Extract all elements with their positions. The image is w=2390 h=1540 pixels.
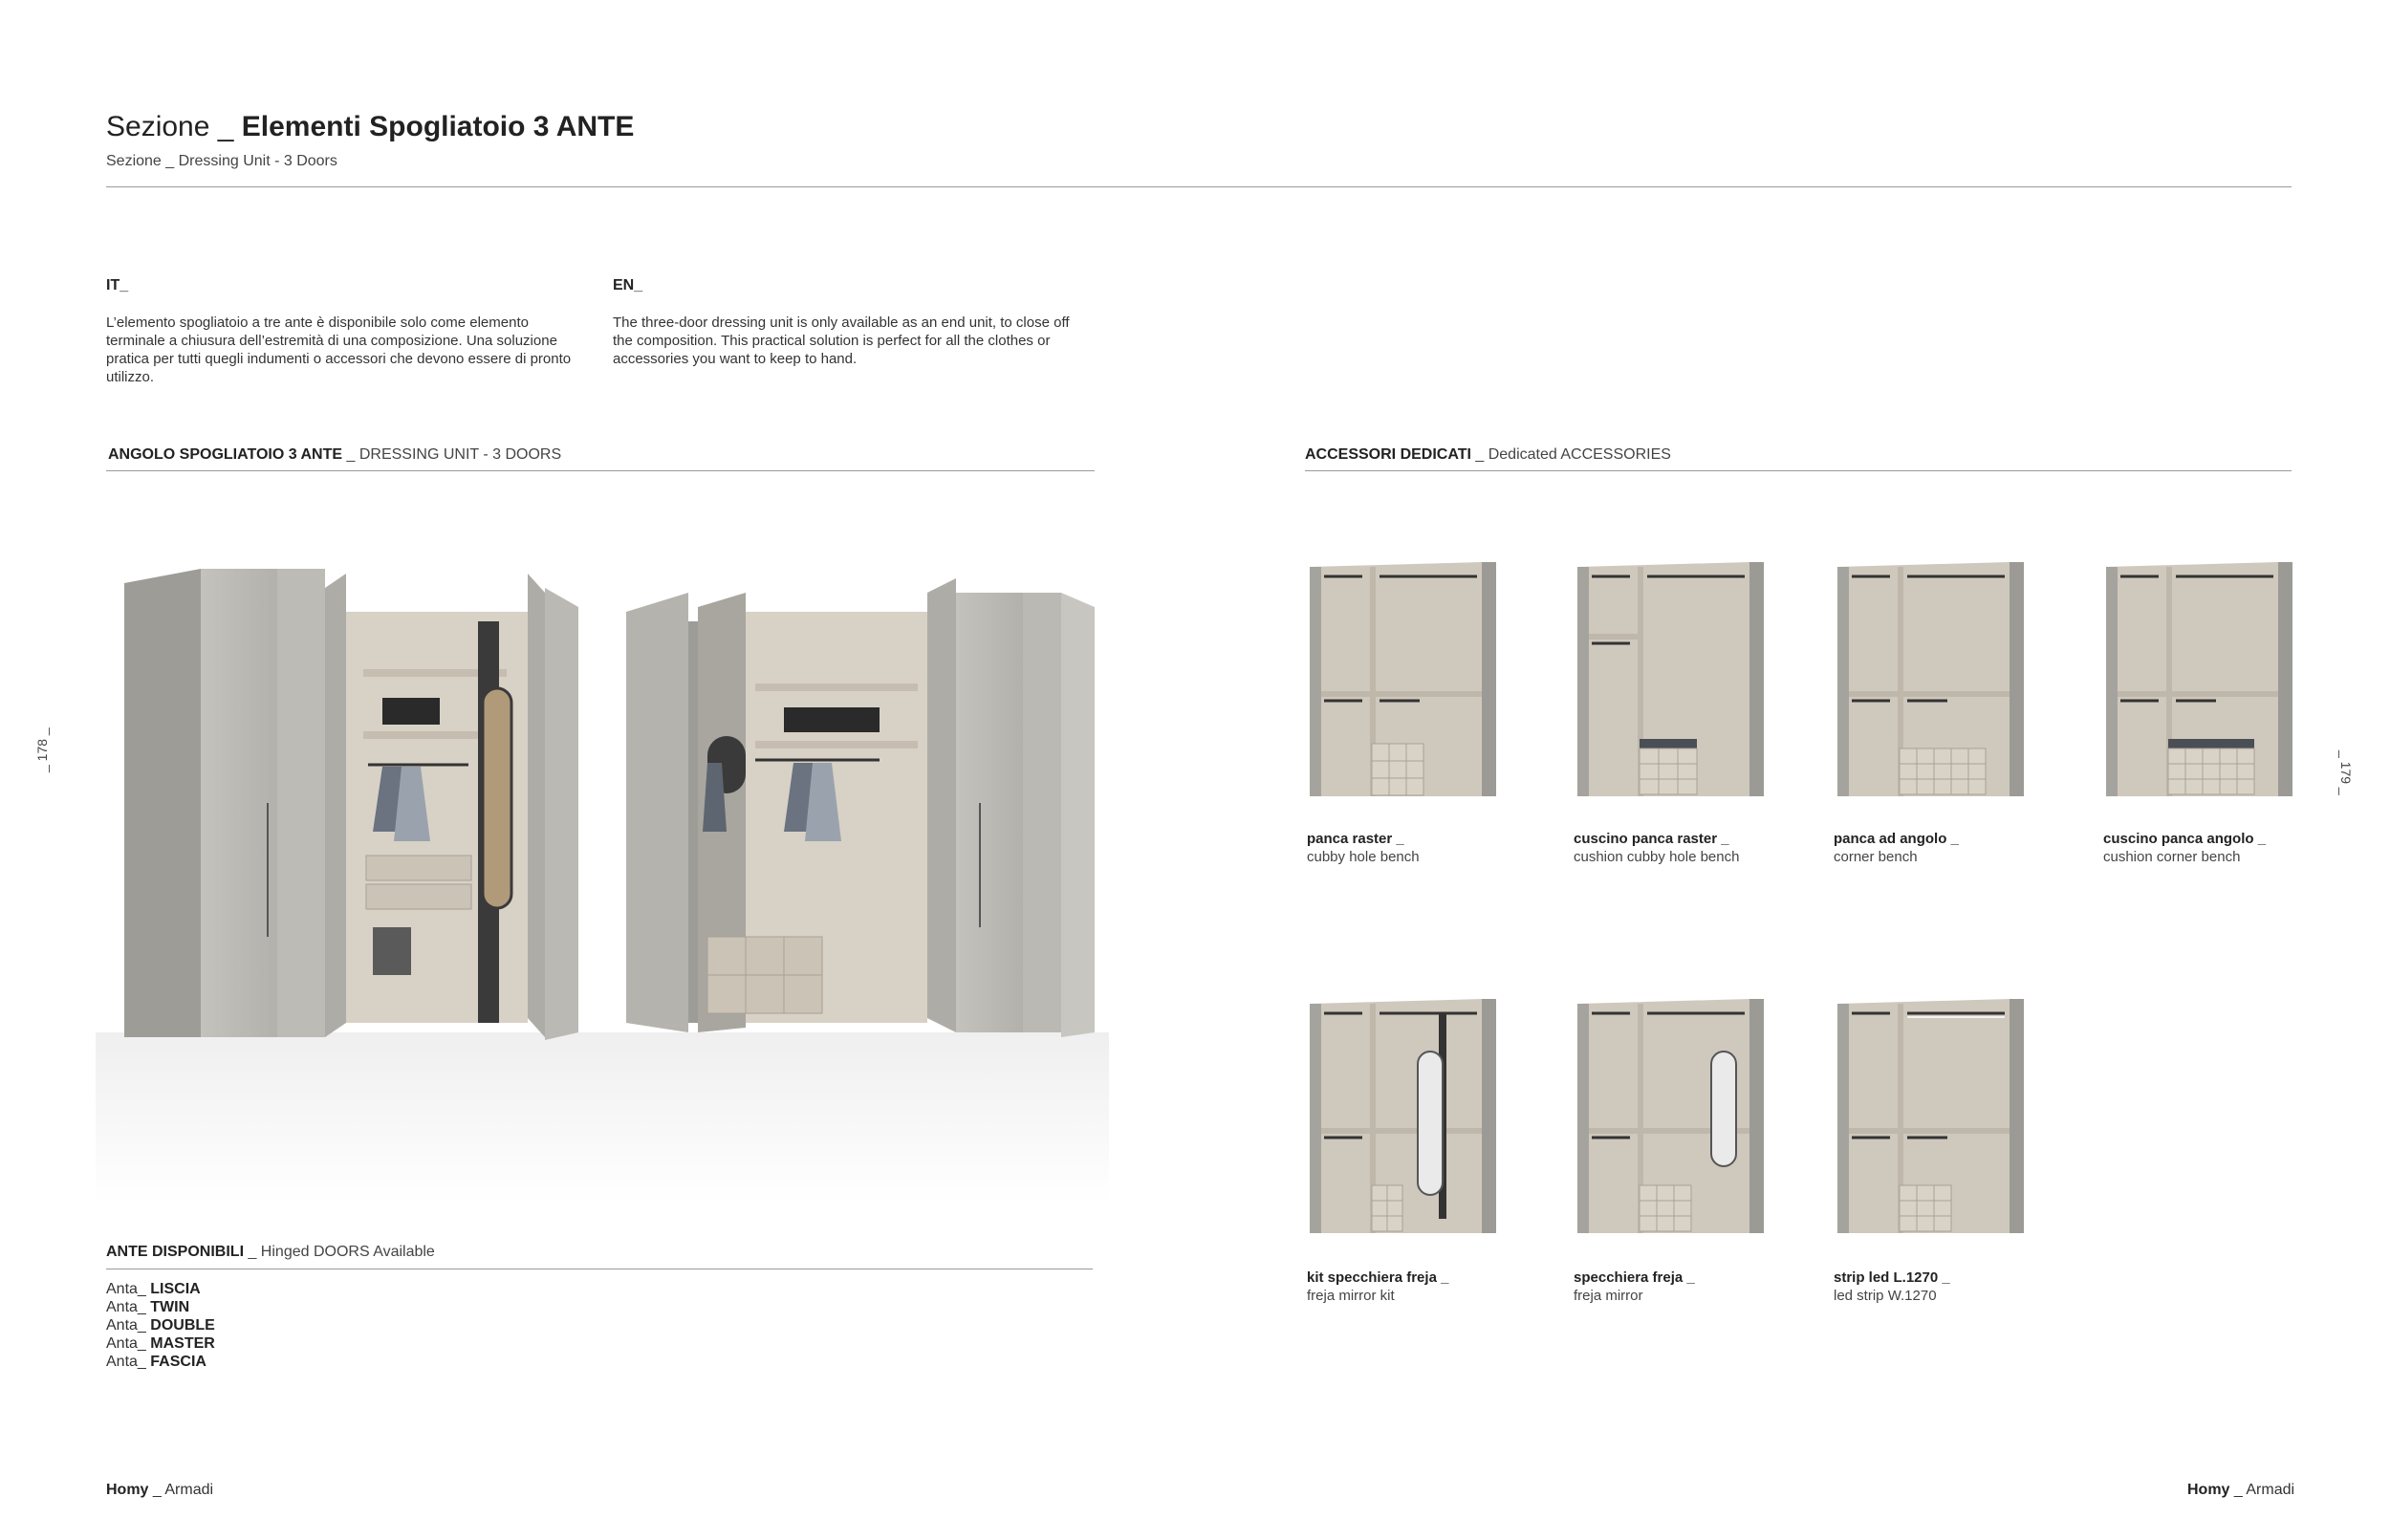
- unit-section-heading: [108, 446, 561, 464]
- accessory-name-it: cuscino panca raster _: [1574, 831, 1729, 847]
- accessory-caption: [1307, 830, 1420, 866]
- it-line: utilizzo.: [106, 369, 155, 385]
- footer-brand: Homy: [2187, 1482, 2230, 1498]
- title-prefix: Sezione _: [106, 111, 242, 142]
- page-title: [106, 111, 634, 143]
- right-dressing-unit: [626, 578, 1095, 1037]
- door-name: DOUBLE: [150, 1317, 215, 1334]
- accessory-name-en: freja mirror kit: [1307, 1288, 1395, 1304]
- footer-left: [106, 1482, 213, 1499]
- it-description: [106, 314, 571, 386]
- dressing-unit-photo: [96, 516, 1109, 1204]
- en-line: the composition. This practical solution is perfect for all the clothes or: [613, 333, 1051, 349]
- accessory-name-en: freja mirror: [1574, 1288, 1643, 1304]
- door-name: MASTER: [150, 1335, 215, 1352]
- door-prefix: Anta_: [106, 1335, 151, 1352]
- accessory-name-it: kit specchiera freja _: [1307, 1269, 1449, 1286]
- accessory-name-it: panca ad angolo _: [1834, 831, 1959, 847]
- accessory-image-strip-led: [1833, 994, 2029, 1243]
- it-line: pratica per tutti quegli indumenti o accessori che devono essere di pronto: [106, 351, 572, 367]
- accessory-caption: [1834, 830, 1959, 866]
- left-dressing-unit: [124, 569, 578, 1040]
- door-name: LISCIA: [150, 1281, 201, 1297]
- doors-heading-light: _ Hinged DOORS Available: [244, 1244, 435, 1260]
- it-line: L’elemento spogliatoio a tre ante è disponibile solo come elemento: [106, 315, 529, 331]
- door-item: [106, 1280, 215, 1298]
- en-label: EN_: [613, 277, 643, 293]
- accessory-caption: [1574, 1269, 1695, 1305]
- en-line: The three-door dressing unit is only available as an end unit, to close off: [613, 315, 1070, 331]
- en-line: accessories you want to keep to hand.: [613, 351, 858, 367]
- door-prefix: Anta_: [106, 1354, 151, 1370]
- accessory-name-it: panca raster _: [1307, 831, 1404, 847]
- page-number-right: _ 179 _: [2338, 750, 2354, 795]
- accessory-name-it: strip led L.1270 _: [1834, 1269, 1950, 1286]
- footer-right: [2187, 1482, 2294, 1499]
- accessories-heading-light: _ Dedicated ACCESSORIES: [1470, 446, 1671, 463]
- door-prefix: Anta_: [106, 1281, 151, 1297]
- accessories-section-divider: [1305, 470, 2292, 471]
- accessory-name-en: cushion cubby hole bench: [1574, 849, 1740, 865]
- accessory-image-panca-raster: [1305, 557, 1501, 806]
- accessory-image-cuscino-panca-angolo: [2101, 557, 2297, 806]
- accessory-caption: [2103, 830, 2266, 866]
- accessory-image-panca-ad-angolo: [1833, 557, 2029, 806]
- accessory-name-it: specchiera freja _: [1574, 1269, 1695, 1286]
- door-item: [106, 1334, 215, 1353]
- door-prefix: Anta_: [106, 1317, 151, 1334]
- accessory-caption: [1307, 1269, 1448, 1305]
- it-line: terminale a chiusura dell’estremità di una composizione. Una soluzione: [106, 333, 557, 349]
- footer-brand: Homy: [106, 1482, 149, 1498]
- accessories-section-heading: [1305, 446, 1671, 464]
- title-main: Elementi Spogliatoio 3 ANTE: [241, 111, 635, 142]
- accessory-name-it: cuscino panca angolo _: [2103, 831, 2267, 847]
- door-name: TWIN: [150, 1299, 190, 1315]
- accessory-name-en: corner bench: [1834, 849, 1918, 865]
- page-number-left: _ 178 _: [34, 727, 50, 772]
- doors-list: [106, 1280, 215, 1371]
- header-divider: [106, 186, 2292, 187]
- footer-section: _ Armadi: [2229, 1482, 2295, 1498]
- accessory-caption: [1834, 1269, 1950, 1305]
- unit-section-divider: [106, 470, 1095, 471]
- unit-heading-bold: ANGOLO SPOGLIATOIO 3 ANTE: [108, 446, 343, 463]
- accessory-image-specchiera-freja: [1573, 994, 1769, 1243]
- door-prefix: Anta_: [106, 1299, 151, 1315]
- accessory-caption: [1574, 830, 1739, 866]
- doors-section-heading: [106, 1244, 435, 1261]
- doors-heading-bold: ANTE DISPONIBILI: [106, 1244, 245, 1260]
- footer-section: _ Armadi: [148, 1482, 214, 1498]
- accessory-name-en: cubby hole bench: [1307, 849, 1420, 865]
- unit-heading-light: _ DRESSING UNIT - 3 DOORS: [342, 446, 562, 463]
- accessory-name-en: cushion corner bench: [2103, 849, 2241, 865]
- accessories-heading-bold: ACCESSORI DEDICATI: [1305, 446, 1471, 463]
- page-subtitle: Sezione _ Dressing Unit - 3 Doors: [106, 153, 337, 169]
- accessory-image-kit-specchiera-freja: [1305, 994, 1501, 1243]
- en-description: [613, 314, 1070, 368]
- door-item: [106, 1316, 215, 1334]
- it-label: IT_: [106, 277, 129, 293]
- accessory-name-en: led strip W.1270: [1834, 1288, 1937, 1304]
- accessory-image-cuscino-panca-raster: [1573, 557, 1769, 806]
- door-item: [106, 1353, 215, 1371]
- door-item: [106, 1298, 215, 1316]
- door-name: FASCIA: [150, 1354, 206, 1370]
